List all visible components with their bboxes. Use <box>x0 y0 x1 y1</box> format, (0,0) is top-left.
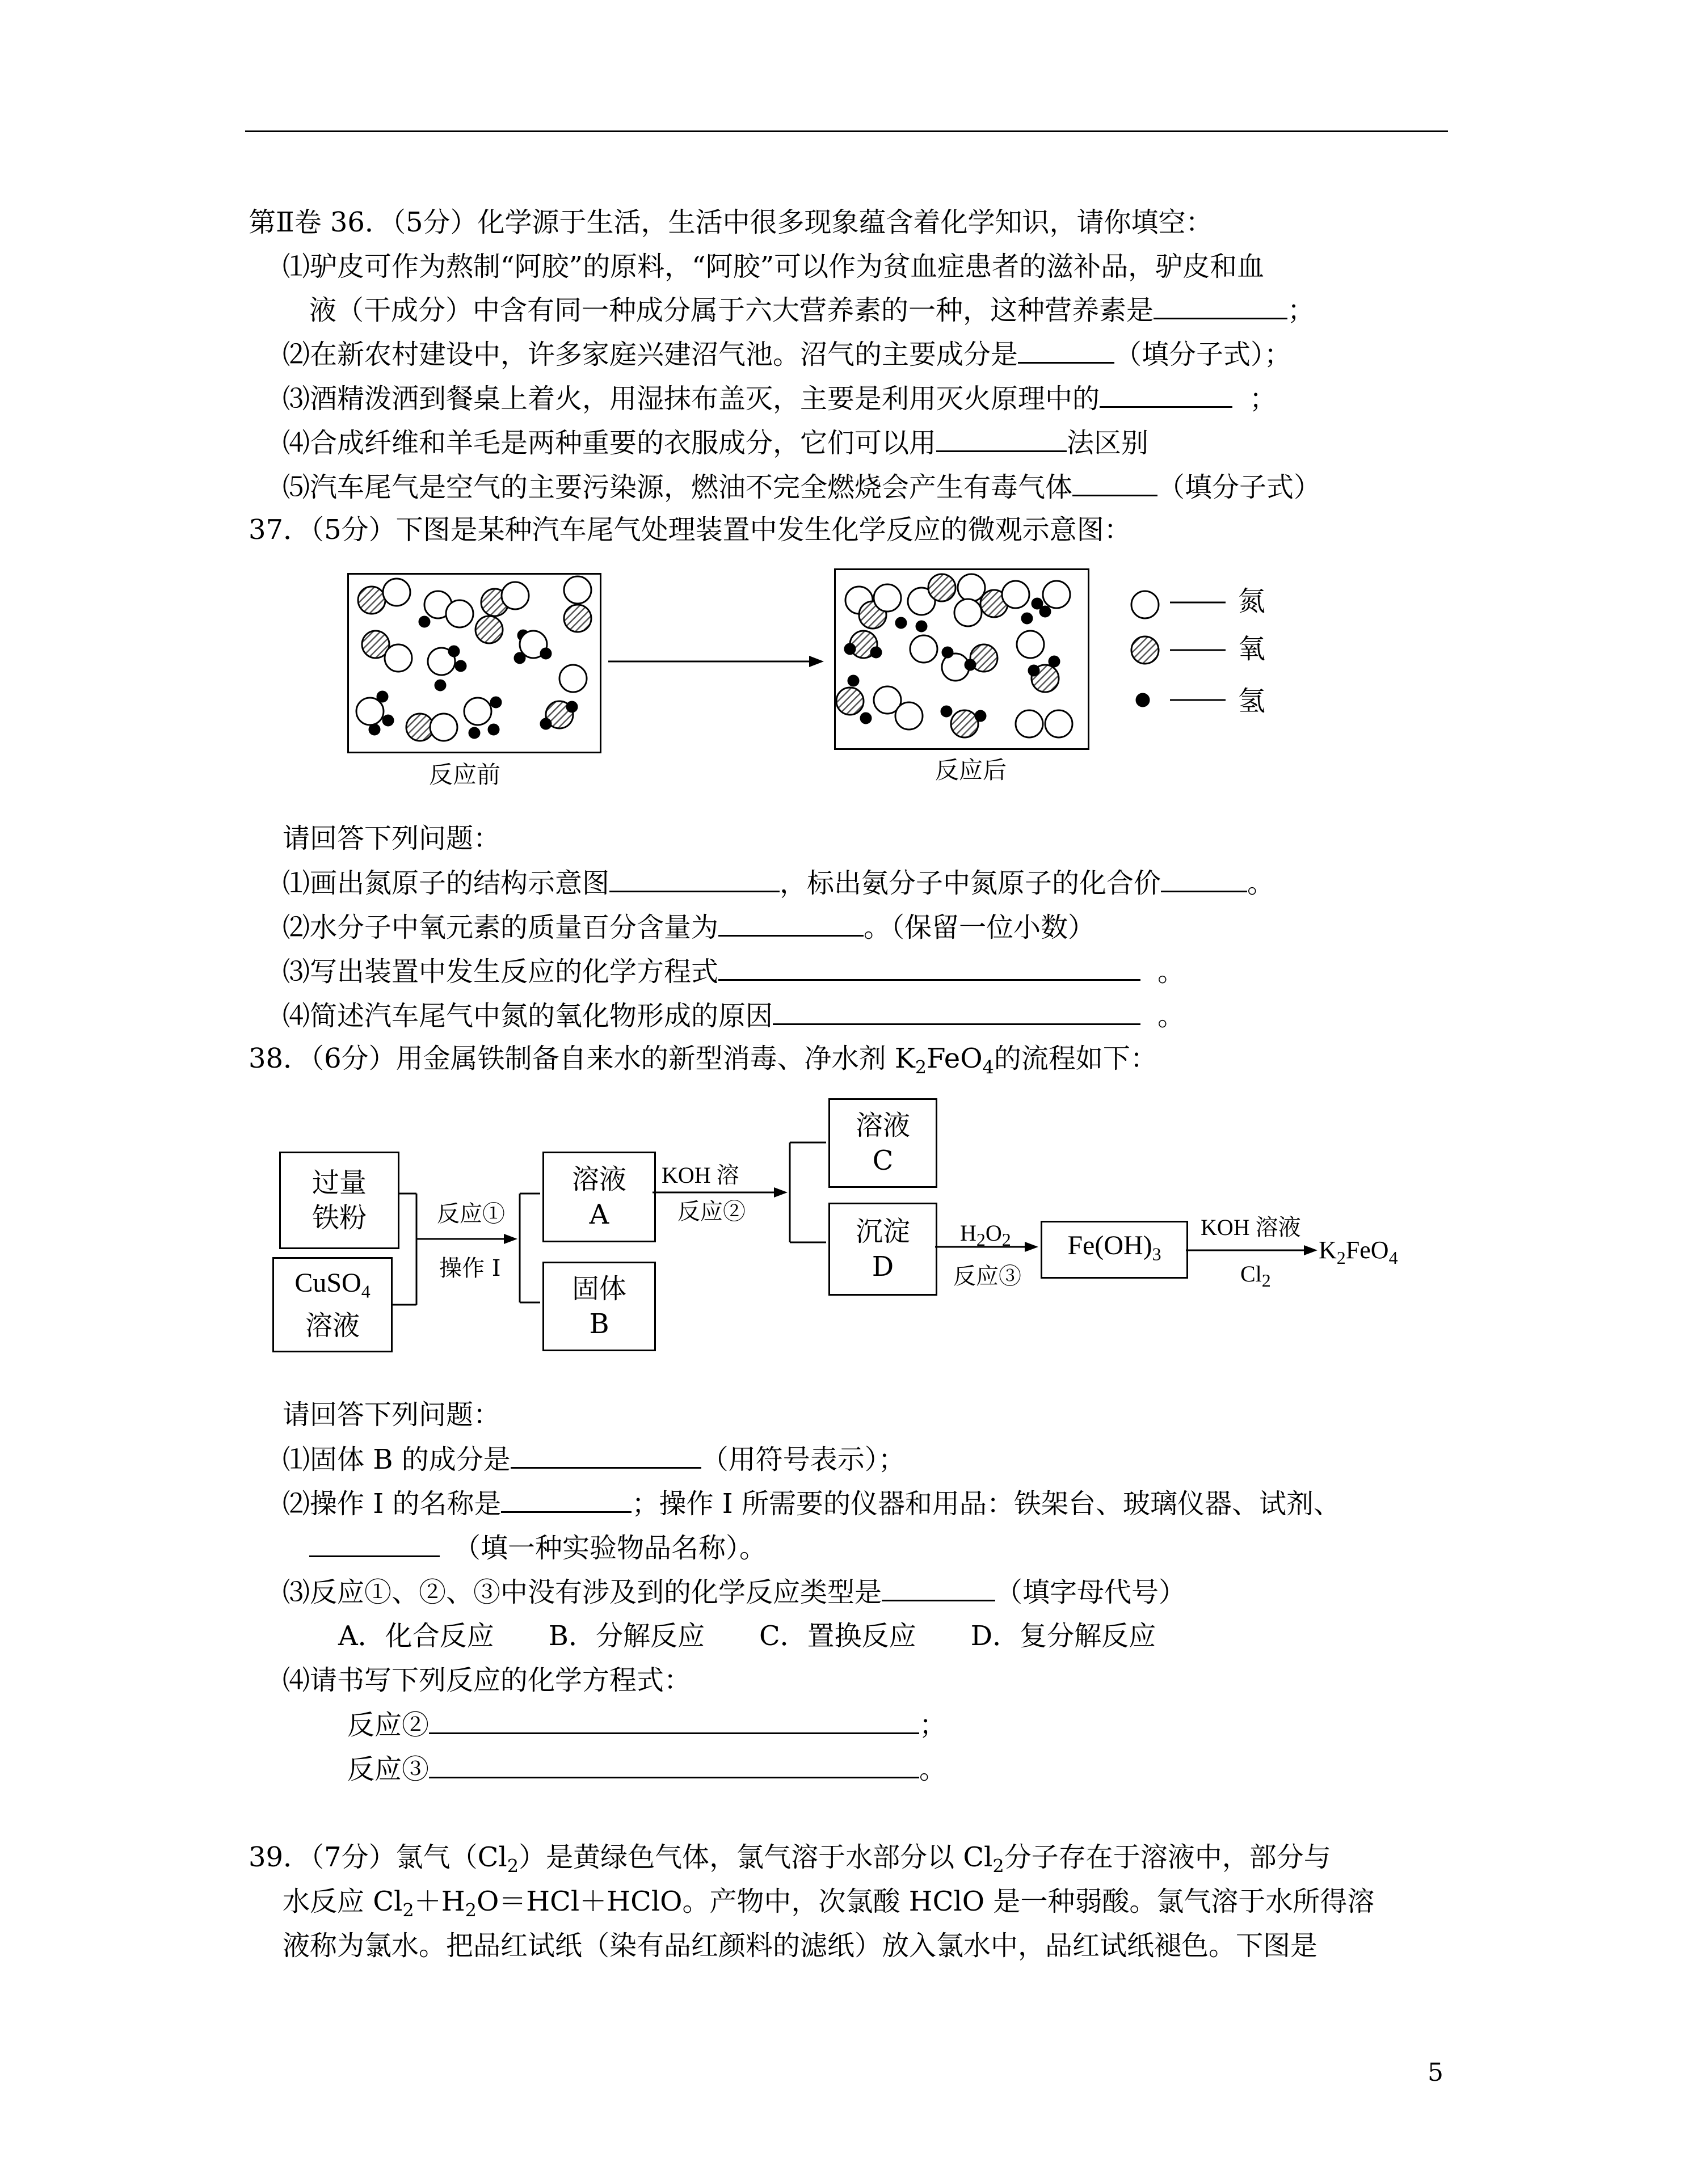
answer-blank[interactable] <box>429 1707 919 1734</box>
label-after: 反应后 <box>935 756 1007 784</box>
h2o2-label: $H_2O_2$ <box>960 1220 1011 1250</box>
reaction2-label: 反应② <box>677 1199 746 1225</box>
q38-options: A．化合反应 B．分解反应 C．置换反应 D．复分解反应 <box>338 1620 1156 1652</box>
q38-reaction3: 反应③ 。 <box>347 1752 946 1786</box>
reaction1-label: 反应① <box>437 1201 505 1227</box>
iron-powder-box: 过量 铁粉 <box>279 1152 399 1249</box>
answer-blank[interactable] <box>309 1531 440 1557</box>
arrow-head <box>1304 1245 1317 1255</box>
answer-blank[interactable] <box>511 1442 701 1469</box>
answer-blank[interactable] <box>882 1575 995 1601</box>
cuso4-box: CuSO$_4$ 溶液 <box>272 1257 393 1352</box>
q36-item1-line1: ⑴驴皮可作为熬制“阿胶”的原料，“阿胶”可以作为贫血症患者的滋补品，驴皮和血 <box>283 251 1265 283</box>
q37-prompt: 请回答下列问题： <box>283 823 501 854</box>
arrow-head <box>504 1234 517 1244</box>
arrow-head <box>1025 1242 1038 1252</box>
answer-blank[interactable] <box>429 1752 919 1778</box>
q38-item1: ⑴固体 B 的成分是 （用符号表示）； <box>283 1442 906 1477</box>
page-number: 5 <box>1428 2058 1443 2087</box>
solution-a-box: 溶液 A <box>542 1152 656 1242</box>
q39-line2: 水反应 $Cl_2+H_2O=HCl+HClO$。产物中，次氯酸 HClO 是一种弱酸。氯气溶于水所得溶 <box>283 1886 1375 1921</box>
label-before: 反应前 <box>429 761 501 789</box>
q38-prompt: 请回答下列问题： <box>283 1399 501 1431</box>
cl2-label: $Cl_2$ <box>1240 1261 1271 1291</box>
koh-label-1: KOH 溶 <box>662 1162 739 1188</box>
arrow-head <box>774 1187 788 1198</box>
koh-label-2: KOH 溶液 <box>1201 1215 1301 1240</box>
operation1-label: 操作 I <box>439 1255 501 1281</box>
solution-c-box: 溶液 C <box>828 1098 937 1188</box>
q38-reaction2: 反应② ； <box>347 1707 946 1742</box>
q37-title: 37．（5分）下图是某种汽车尾气处理装置中发生化学反应的微观示意图： <box>249 514 1131 546</box>
feoh3-box: $Fe(OH)_3$ <box>1041 1221 1188 1279</box>
reaction3-label: 反应③ <box>953 1263 1021 1289</box>
q37-item1: ⑴画出氮原子的结构示意图 ，标出氨分子中氮原子的化合价 。 <box>283 866 1274 900</box>
q37-item2: ⑵水分子中氧元素的质量百分含量为 。（保留一位小数） <box>283 910 1095 945</box>
q36-item5: ⑸汽车尾气是空气的主要污染源，燃油不完全燃烧会产生有毒气体 （填分子式） <box>283 470 1321 504</box>
q36-item4: ⑷合成纤维和羊毛是两种重要的衣服成分，它们可以用 法区别 <box>283 425 1148 460</box>
q38-item2: ⑵操作 I 的名称是 ；操作 I 所需要的仪器和用品：铁架台、玻璃仪器、试剂、 <box>283 1486 1341 1521</box>
legend-hydrogen-label: 氢 <box>1238 685 1266 717</box>
q38-item2-line2: （填一种实验物品名称）。 <box>309 1531 767 1565</box>
q39-line3: 液称为氯水。把品红试纸（染有品红颜料的滤纸）放入氯水中，品红试纸褪色。下图是 <box>283 1930 1318 1962</box>
precipitate-d-box: 沉淀 D <box>828 1203 937 1296</box>
q39-line1: 39．（7分）氯气$(Cl_2)$是黄绿色气体，氯气溶于水部分以 $Cl_2$分子存在于溶液中，部分与 <box>249 1841 1331 1877</box>
k2feo4-product: $K_2FeO_4$ <box>1319 1236 1398 1268</box>
q38-item4: ⑷请书写下列反应的化学方程式： <box>283 1664 692 1696</box>
q36-item1-line2: 液（干成分）中含有同一种成分属于六大营养素的一种，这种营养素是 ； <box>309 293 1315 327</box>
q37-item3: ⑶写出装置中发生反应的化学方程式 。 <box>283 954 1185 989</box>
q38-title: 38．（6分）用金属铁制备自来水的新型消毒、净水剂 $K_2FeO_4$的流程如下： <box>249 1043 1157 1078</box>
answer-blank[interactable] <box>501 1486 632 1513</box>
q37-item4: ⑷简述汽车尾气中氮的氧化物形成的原因 。 <box>283 998 1185 1033</box>
q36-item3: ⑶酒精泼洒到餐桌上着火，用湿抹布盖灭，主要是利用灭火原理中的 ； <box>283 381 1277 416</box>
legend-oxygen-label: 氧 <box>1238 633 1266 665</box>
solid-b-box: 固体 B <box>542 1262 656 1351</box>
q36-title: 第Ⅱ卷 36．（5分）化学源于生活，生活中很多现象蕴含着化学知识，请你填空： <box>249 206 1213 238</box>
q36-item2: ⑵在新农村建设中，许多家庭兴建沼气池。沼气的主要成分是 （填分子式）； <box>283 337 1291 372</box>
legend-nitrogen-label: 氮 <box>1238 585 1266 617</box>
q38-item3: ⑶反应①、②、③中没有涉及到的化学反应类型是 （填字母代号） <box>283 1575 1186 1609</box>
